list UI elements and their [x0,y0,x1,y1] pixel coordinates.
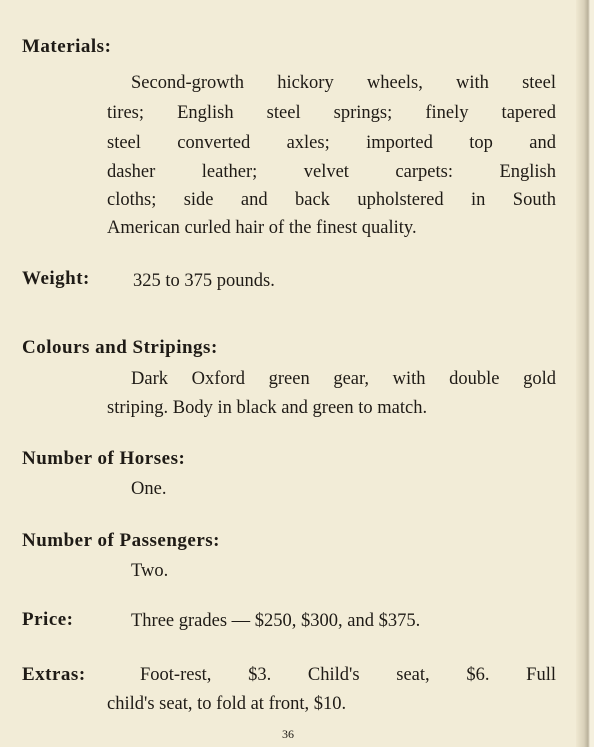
materials-heading: Materials: [22,36,112,57]
horses-heading: Number of Horses: [22,448,186,469]
passengers-heading: Number of Passengers: [22,530,221,551]
colours-line-2: striping. Body in black and green to match. [107,398,428,418]
price-value: Three grades — $250, $300, and $375. [131,611,421,631]
materials-line-1: Second-growth hickory wheels, with steel [131,73,556,93]
materials-line-5: cloths; side and back upholstered in South [107,190,556,210]
colours-heading: Colours and Stripings: [22,337,218,358]
passengers-value: Two. [131,561,169,581]
weight-value: 325 to 375 pounds. [133,271,275,291]
price-heading: Price: [22,609,74,630]
materials-line-6: American curled hair of the finest quality. [107,218,417,238]
materials-line-2: tires; English steel springs; finely tapered [107,103,556,123]
extras-heading: Extras: [22,664,86,685]
materials-line-3: steel converted axles; imported top and [107,133,556,153]
page-number: 36 [282,727,294,741]
page-binding-edge [576,0,594,747]
extras-line-2: child's seat, to fold at front, $10. [107,694,347,714]
extras-line-1: Foot-rest, $3. Child's seat, $6. Full [140,665,556,685]
weight-heading: Weight: [22,268,90,289]
horses-value: One. [131,479,167,499]
colours-line-1: Dark Oxford green gear, with double gold [131,369,556,389]
materials-line-4: dasher leather; velvet carpets: English [107,162,556,182]
